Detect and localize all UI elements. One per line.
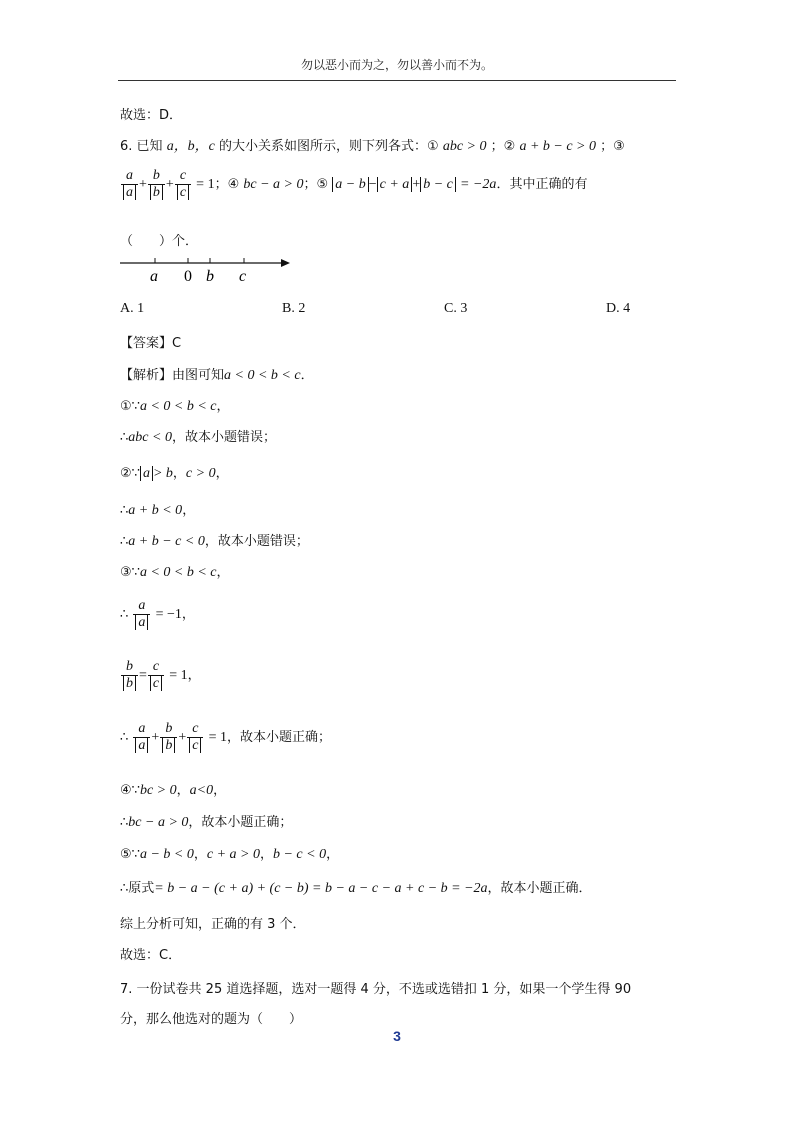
- step3-expr: a < 0 < b < c: [139, 565, 217, 580]
- q6-expr2: a + b − c > 0: [519, 139, 597, 154]
- step4-given: [120, 779, 226, 799]
- step4-mid: ，: [176, 783, 190, 798]
- analysis-intro: [120, 364, 314, 384]
- step3b-frac: $\frac{a}{a}$: [133, 598, 150, 631]
- q6-line2: $\frac{a}{a}$ + $\frac{b}{b}$ + $\frac{c}{c}$ = 1；④ bc − a > 0；⑤ a − b − c + a + b − c = −2a．其中正确的有: [120, 168, 587, 201]
- label-c: c: [239, 268, 247, 285]
- step2c-head: ∴: [120, 534, 129, 549]
- q6-mid: 的大小关系如图所示，则下列各式：①: [219, 139, 439, 154]
- header-divider: [118, 80, 676, 81]
- step3b-end: ，: [181, 607, 195, 622]
- step3-end: ，: [216, 565, 230, 580]
- q6-line3: （ ）个．: [120, 234, 199, 249]
- number-line-arrow: [281, 259, 290, 267]
- step2-head: ②∵: [120, 466, 140, 481]
- step5-conclusion: [120, 877, 592, 897]
- step3d-end: ，故本小题正确；: [227, 730, 332, 745]
- option-c: C. 3: [444, 301, 468, 316]
- answer-value: C: [172, 336, 182, 351]
- step1-given: [120, 395, 230, 415]
- page-number: 3: [393, 1028, 401, 1044]
- step2-conclusion1: [120, 499, 195, 519]
- answer-line: [120, 332, 181, 351]
- step1-expr: a < 0 < b < c: [139, 399, 217, 414]
- step1-end: ，: [216, 399, 230, 414]
- step4b-head: ∴: [120, 815, 129, 830]
- q7-line1: 7. 一份试卷共 25 道选择题，选对一题得 4 分，不选或选错扣 1 分，如果一个学生得 90: [120, 982, 632, 997]
- page-header-motto: 勿以恶小而为之，勿以善小而不为。: [300, 58, 493, 72]
- step1-conclusion: [120, 426, 276, 446]
- step2-conclusion2: [120, 530, 309, 550]
- step1b-head: ∴: [120, 430, 129, 445]
- step2-mid: ，: [172, 466, 186, 481]
- step2-expr: > b: [152, 466, 173, 481]
- step5-mid2: ，: [259, 847, 273, 862]
- step2-given: [120, 462, 229, 482]
- step3b-rhs: = −1: [155, 607, 182, 622]
- step2-abs: a: [140, 466, 153, 481]
- step1b-expr: abc < 0: [128, 430, 172, 445]
- previous-answer: 故选：D．: [120, 108, 183, 123]
- number-line-diagram: [118, 252, 298, 288]
- q6-sep2: ；③: [600, 139, 625, 154]
- label-b: b: [206, 268, 214, 285]
- step2-expr2: c > 0: [185, 466, 216, 481]
- step5b-expr: = b − a − (c + a) + (c − b) = b − a − c − a + c − b = −2a: [154, 881, 488, 896]
- analysis-intro-text: 由图可知: [172, 368, 225, 383]
- step3b-head: ∴: [120, 607, 129, 622]
- q6-sep1: ；②: [490, 139, 516, 154]
- step4b-end: ，故本小题正确；: [188, 815, 293, 830]
- step4-head: ④∵: [120, 783, 140, 798]
- step3c-frac-c: $\frac{c}{c}$: [148, 659, 164, 692]
- step3-frac-a: [120, 598, 195, 631]
- step3c-end: ，: [187, 668, 201, 683]
- step2b-end: ，: [182, 503, 196, 518]
- step1b-end: ，故本小题错误；: [171, 430, 276, 445]
- analysis-intro-expr: a < 0 < b < c: [224, 368, 301, 383]
- step1-head: ①∵: [120, 399, 140, 414]
- step5-given: [120, 843, 339, 863]
- q6-expr5-rhs: = −2a: [460, 177, 497, 192]
- q6-sep5: ；⑤: [303, 177, 329, 192]
- q6-vars: a，b，c: [166, 139, 215, 154]
- q6-frac-c: $\frac{c}{c}$: [175, 168, 191, 201]
- step5-expr3: b − c < 0: [272, 847, 327, 862]
- step5-mid1: ，: [193, 847, 207, 862]
- step3-frac-bc: $\frac{b}{b}$ = $\frac{c}{c}$ = 1，: [120, 659, 201, 692]
- step4-end: ，: [213, 783, 227, 798]
- step3-given: [120, 561, 230, 581]
- step2b-expr: a + b < 0: [128, 503, 183, 518]
- step3d-rhs: = 1: [208, 730, 227, 745]
- analysis-final: 故选：C．: [120, 948, 182, 963]
- q6-frac-a: $\frac{a}{a}$: [121, 168, 138, 201]
- step3d-frac-b: $\frac{b}{b}$: [160, 721, 177, 754]
- step2b-head: ∴: [120, 503, 129, 518]
- q6-line2-end: ．其中正确的有: [496, 177, 588, 192]
- step3-sum: ∴ $\frac{a}{a}$ + $\frac{b}{b}$ + $\frac{c}{c}$ = 1，故本小题正确；: [120, 721, 332, 753]
- option-a: A. 1: [120, 301, 145, 316]
- step5-expr2: c + a > 0: [206, 847, 260, 862]
- step4-expr2: a<0: [189, 783, 214, 798]
- q6-sep4: ；④: [214, 177, 240, 192]
- step5b-head: ∴原式: [120, 881, 155, 896]
- step3d-frac-c: $\frac{c}{c}$: [187, 721, 203, 754]
- q6-abs2: c + a: [377, 177, 413, 192]
- analysis-label: 【解析】: [120, 368, 173, 383]
- step4b-expr: bc − a > 0: [128, 815, 189, 830]
- q6-line1: [120, 135, 625, 155]
- q6-prefix: 6. 已知: [120, 139, 163, 154]
- step4-expr: bc > 0: [139, 783, 177, 798]
- step5-expr: a − b < 0: [139, 847, 194, 862]
- step2-end: ，: [215, 466, 229, 481]
- step5-end: ，: [326, 847, 340, 862]
- step3-head: ③∵: [120, 565, 140, 580]
- step3d-head: ∴: [120, 730, 129, 745]
- step2c-expr: a + b − c < 0: [128, 534, 205, 549]
- analysis-summary: 综上分析可知，正确的有 3 个．: [120, 917, 306, 932]
- step5b-end: ，故本小题正确．: [487, 881, 592, 896]
- q6-expr4: bc − a > 0: [243, 177, 304, 192]
- analysis-intro-end: ．: [300, 368, 314, 383]
- option-b: B. 2: [282, 301, 306, 316]
- answer-label: 【答案】: [120, 336, 173, 351]
- step2c-end: ，故本小题错误；: [204, 534, 309, 549]
- q6-frac-b: $\frac{b}{b}$: [148, 168, 165, 201]
- q6-expr1: abc > 0: [442, 139, 487, 154]
- step5-head: ⑤∵: [120, 847, 140, 862]
- label-zero: 0: [184, 268, 192, 285]
- step3c-rhs: = 1: [169, 668, 188, 683]
- q6-eq-one: = 1: [196, 177, 215, 192]
- step3d-frac-a: $\frac{a}{a}$: [133, 721, 150, 754]
- q7-line2: 分，那么他选对的题为（ ）: [120, 1012, 303, 1027]
- q6-abs1: a − b: [332, 177, 368, 192]
- step3c-frac-b: $\frac{b}{b}$: [121, 659, 138, 692]
- q6-abs3: b − c: [420, 177, 456, 192]
- label-a: a: [150, 268, 158, 285]
- step4-conclusion: [120, 811, 292, 831]
- option-d: D. 4: [606, 301, 631, 316]
